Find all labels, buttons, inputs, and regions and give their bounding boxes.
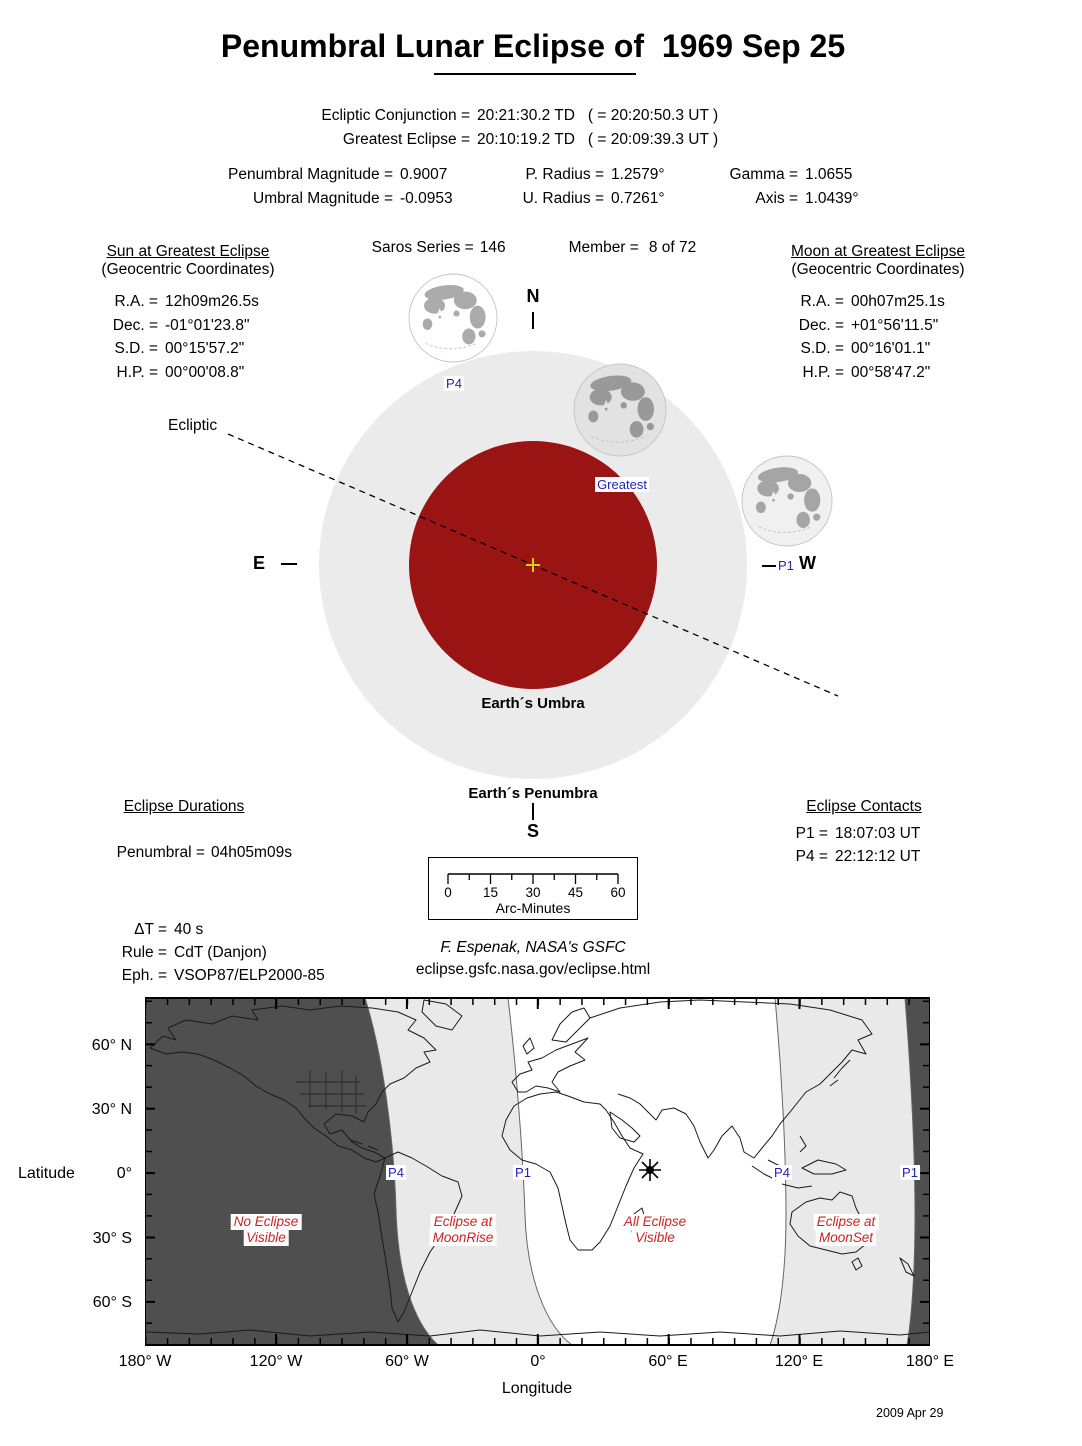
ephemeris-label: Eph. = [121, 967, 167, 984]
north-label: N [526, 286, 540, 306]
contact-times [795, 822, 920, 868]
arc-minute-scale-bar [428, 857, 638, 920]
sun-hp-value: 00°00'08.8" [165, 363, 245, 381]
lon-tick-60e: 60° E [648, 1353, 688, 1370]
gamma-label: Gamma = [729, 166, 798, 183]
region-label-moonset: Eclipse at MoonSet [814, 1214, 879, 1246]
magnitude-block [208, 163, 453, 211]
page-title: Penumbral Lunar Eclipse of 1969 Sep 25 [220, 28, 846, 64]
lon-tick-120w: 120° W [249, 1353, 303, 1370]
scale-tick-15: 15 [482, 885, 499, 900]
map-p1-east-label: P1 [902, 1165, 918, 1180]
lat-tick-60n: 60° N [91, 1037, 132, 1054]
lon-tick-0: 0° [530, 1353, 546, 1370]
lon-tick-180w: 180° W [118, 1353, 172, 1370]
lat-tick-30s: 30° S [92, 1230, 132, 1247]
lon-tick-120e: 120° E [774, 1353, 824, 1370]
longitude-axis-label: Longitude [501, 1380, 573, 1397]
moon-at-p4 [409, 274, 497, 362]
p4-time-value: 22:12:12 UT [835, 848, 921, 865]
delta-t-value: 40 s [174, 921, 204, 938]
p-radius-label: P. Radius = [525, 166, 604, 183]
west-label: W [799, 553, 816, 573]
ecliptic-label: Ecliptic [168, 417, 218, 434]
moon-dec-label: Dec. = [798, 316, 844, 334]
moon-ra-value: 00h07m25.1s [851, 293, 945, 310]
penumbral-magnitude-value: 0.9007 [400, 166, 448, 183]
penumbral-duration: Penumbral = 04h05m09s [116, 844, 292, 862]
east-label: E [253, 553, 266, 573]
eclipse-geometry-diagram [0, 250, 1082, 860]
sun-ra-label: R.A. = [114, 293, 158, 310]
sun-dec-value: -01°01'23.8" [165, 316, 250, 334]
map-p4-east-label: P4 [774, 1165, 790, 1180]
axis-label: Axis = [755, 190, 798, 207]
sun-dec-label: Dec. = [112, 316, 158, 334]
p1-time-value: 18:07:03 UT [835, 825, 921, 842]
ephemeris-value: VSOP87/ELP2000-85 [174, 967, 325, 984]
saros-member: Member = 8 of 72 [568, 239, 697, 257]
title-underline [434, 73, 636, 75]
p1-time-label: P1 = [795, 825, 828, 842]
plot-date-stamp: 2009 Apr 29 [876, 1406, 944, 1420]
moon-at-greatest [574, 364, 666, 456]
sun-block-subheading: (Geocentric Coordinates) [101, 261, 275, 278]
eclipse-website-url: eclipse.gsfc.nasa.gov/eclipse.html [415, 961, 651, 978]
moon-sd-value: 00°16'01.1" [851, 340, 931, 357]
scale-unit-label: Arc-Minutes [495, 900, 571, 916]
sun-ra-value: 12h09m26.5s [165, 293, 259, 310]
lon-tick-180e: 180° E [905, 1353, 955, 1370]
latitude-axis-label: Latitude [18, 1165, 75, 1182]
region-label-moonrise: Eclipse at MoonRise [430, 1214, 497, 1246]
saros-series: Saros Series = 146 [371, 239, 506, 257]
moon-sd-label: S.D. = [800, 340, 844, 357]
lat-tick-60s: 60° S [92, 1294, 132, 1311]
greatest-eclipse-label: Greatest Eclipse = [342, 131, 470, 148]
scale-tick-60: 60 [610, 885, 626, 900]
moon-dec-value: +01°56'11.5" [851, 316, 939, 334]
penumbra-caption: Earth´s Penumbra [468, 785, 598, 802]
penumbral-magnitude-label: Penumbral Magnitude = [227, 166, 393, 183]
moon-hp-value: 00°58'47.2" [851, 363, 931, 381]
sun-block-heading: Sun at Greatest Eclipse [106, 243, 270, 260]
region-label-no-eclipse: No Eclipse Visible [231, 1214, 302, 1246]
p1-contact-label: P1 [778, 558, 794, 573]
lat-tick-0: 0° [116, 1165, 132, 1182]
gamma-axis-block [710, 163, 859, 211]
greatest-eclipse-value: 20:10:19.2 TD ( = 20:09:39.3 UT ) [477, 131, 719, 148]
conjunction-label: Ecliptic Conjunction = [321, 107, 470, 124]
conjunction-block [290, 104, 718, 152]
south-label: S [526, 821, 540, 841]
sun-sd-label: S.D. = [114, 340, 158, 357]
rule-value: CdT (Danjon) [174, 944, 267, 961]
radius-block [504, 163, 665, 211]
umbral-magnitude-value: -0.0953 [400, 190, 453, 207]
ephemeris-parameters [112, 918, 325, 987]
moon-block-heading: Moon at Greatest Eclipse [790, 243, 966, 260]
moon-block-subheading: (Geocentric Coordinates) [791, 261, 965, 278]
lat-tick-30n: 30° N [91, 1101, 132, 1118]
durations-heading: Eclipse Durations [123, 798, 245, 815]
umbral-magnitude-label: Umbral Magnitude = [253, 190, 393, 207]
author-credit: F. Espenak, NASA's GSFC [440, 939, 626, 956]
moon-hp-label: H.P. = [802, 363, 844, 381]
moon-at-p1 [742, 456, 832, 546]
map-p1-west-label: P1 [515, 1165, 531, 1180]
sublunar-point-star [639, 1159, 661, 1181]
scale-tick-0: 0 [444, 885, 452, 900]
sun-sd-value: 00°15'57.2" [165, 340, 245, 357]
delta-t-label: ΔT = [134, 921, 167, 938]
umbra-caption: Earth´s Umbra [481, 695, 585, 712]
region-label-all-visible: All Eclipse Visible [621, 1214, 689, 1246]
greatest-contact-label: Greatest [597, 477, 647, 492]
contacts-heading: Eclipse Contacts [806, 798, 922, 815]
gamma-value: 1.0655 [805, 166, 853, 183]
p4-time-label: P4 = [795, 848, 828, 865]
scale-tick-30: 30 [525, 885, 541, 900]
u-radius-value: 0.7261° [611, 190, 665, 207]
conjunction-value: 20:21:30.2 TD ( = 20:20:50.3 UT ) [477, 107, 719, 124]
axis-value: 1.0439° [805, 190, 859, 207]
moon-ra-label: R.A. = [800, 293, 844, 310]
lon-tick-60w: 60° W [385, 1353, 429, 1370]
p-radius-value: 1.2579° [611, 166, 665, 183]
map-p4-west-label: P4 [388, 1165, 404, 1180]
p4-contact-label: P4 [446, 376, 462, 391]
visibility-map [145, 997, 930, 1346]
rule-label: Rule = [121, 944, 167, 961]
u-radius-label: U. Radius = [522, 190, 604, 207]
scale-tick-45: 45 [567, 885, 584, 900]
sun-hp-label: H.P. = [116, 363, 158, 381]
